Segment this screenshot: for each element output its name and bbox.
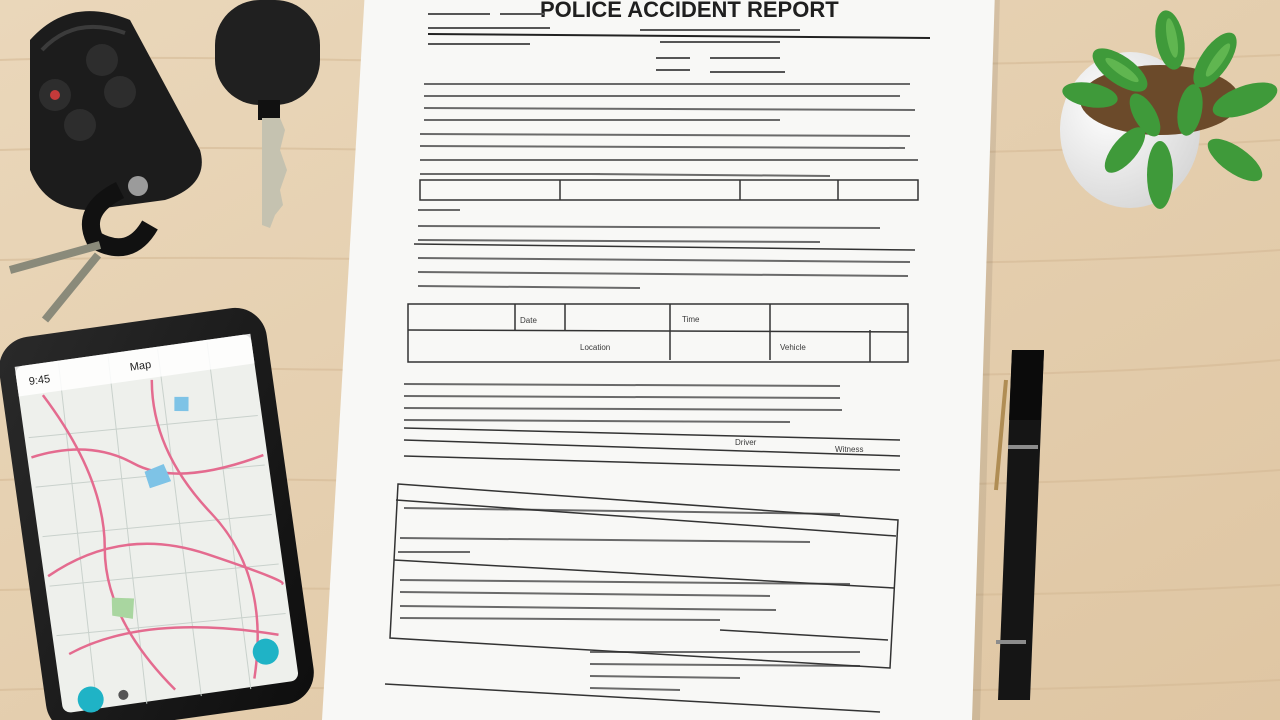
- document-title: POLICE ACCIDENT REPORT: [540, 0, 839, 22]
- field-label-driver: Driver: [735, 438, 757, 447]
- accident-report-document: [322, 0, 1000, 720]
- field-label-location: Location: [580, 343, 611, 352]
- phone-map-label: Map: [129, 358, 152, 374]
- fob-button-lock: [86, 44, 118, 76]
- fob-button-unlock: [104, 76, 136, 108]
- fob-button-trunk: [64, 109, 96, 141]
- field-label-witness: Witness: [835, 445, 864, 454]
- smartphone: [0, 304, 318, 720]
- field-label-time: Time: [682, 315, 700, 324]
- field-label-date: Date: [520, 316, 537, 325]
- phone-status-time: 9:45: [28, 373, 51, 388]
- field-label-vehicle: Vehicle: [780, 343, 806, 352]
